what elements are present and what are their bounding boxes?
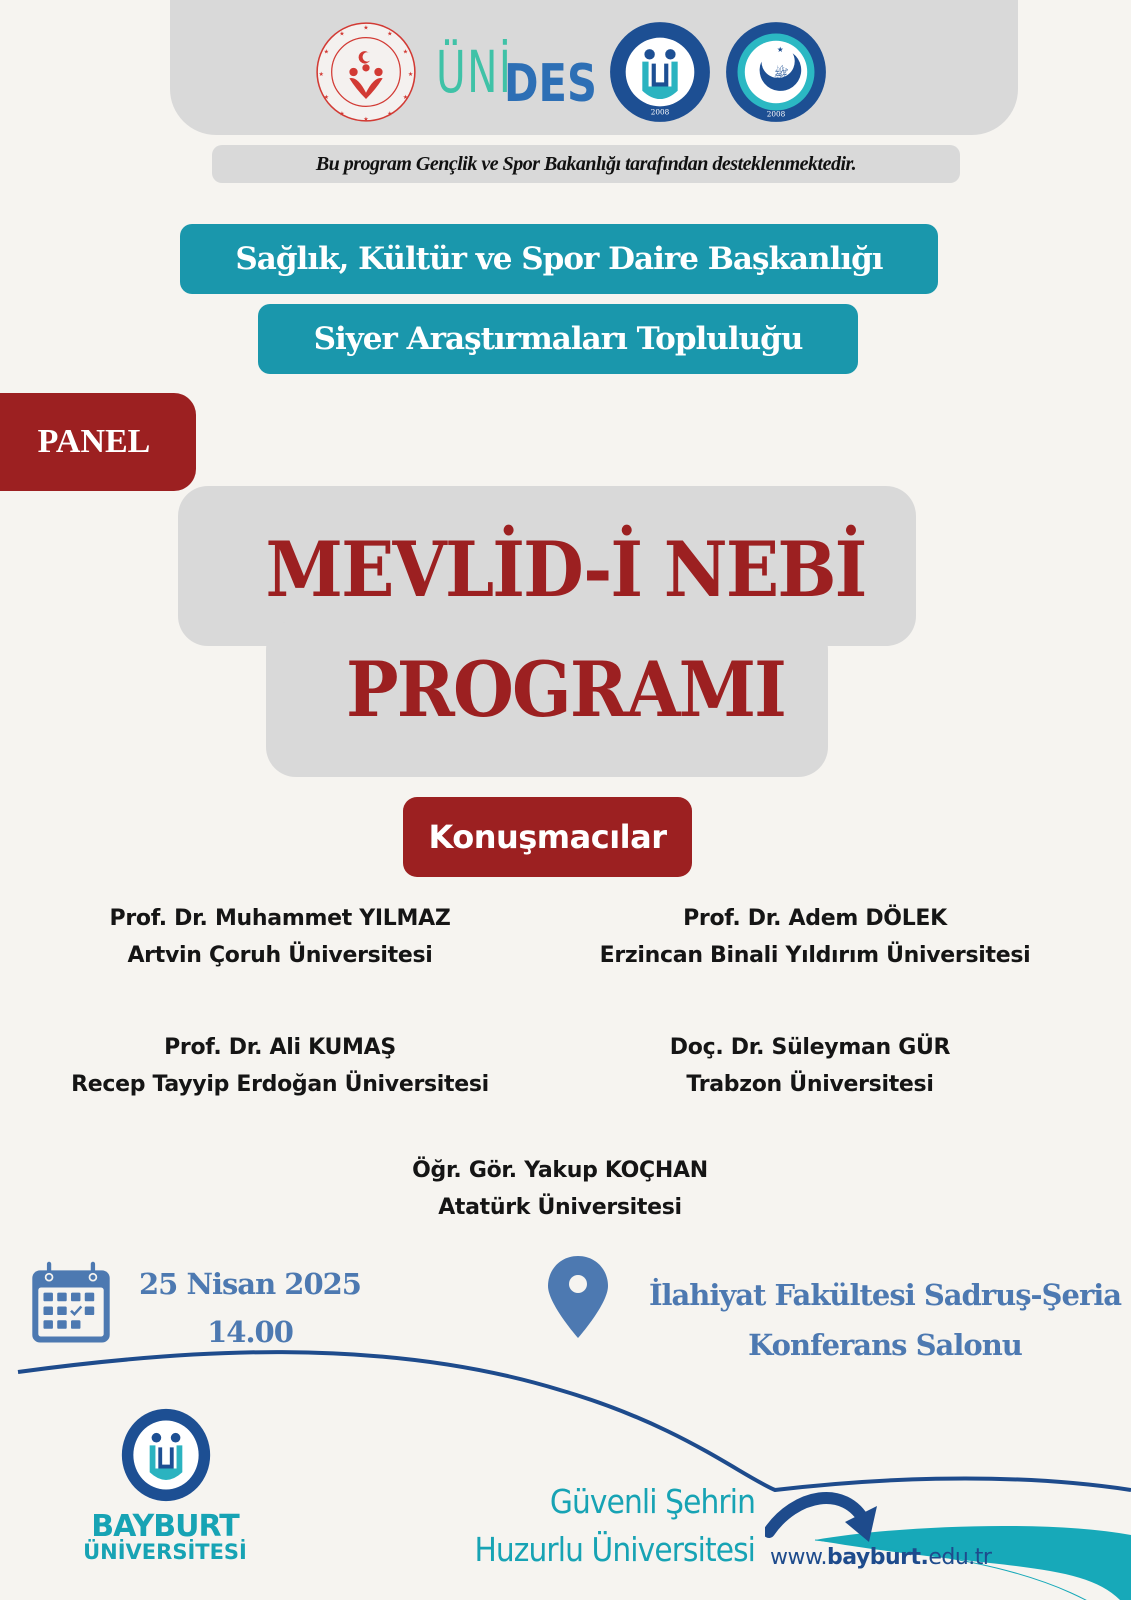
website-link[interactable]: www.bayburt.edu.tr — [770, 1545, 992, 1570]
svg-text:★: ★ — [363, 115, 369, 123]
speaker-affiliation: Erzincan Binali Yıldırım Üniversitesi — [599, 943, 1031, 968]
bayburt-university-seal — [608, 20, 712, 124]
svg-text:★: ★ — [387, 30, 393, 38]
speaker-card — [565, 900, 1065, 974]
speaker-name: Doç. Dr. Süleyman GÜR — [669, 1035, 951, 1060]
svg-text:★: ★ — [402, 94, 409, 102]
svg-text:★: ★ — [402, 48, 409, 56]
event-time: 14.00 — [207, 1315, 293, 1349]
svg-text:★: ★ — [776, 45, 784, 55]
svg-text:★: ★ — [363, 24, 369, 32]
event-title-line-2: PROGRAMI — [345, 645, 786, 734]
speaker-name: Prof. Dr. Muhammet YILMAZ — [109, 906, 451, 931]
speakers-heading: Konuşmacılar — [403, 797, 692, 877]
support-note: Bu program Gençlik ve Spor Bakanlığı tarafından desteklenmektedir. — [212, 145, 960, 183]
department-label: Sağlık, Kültür ve Spor Daire Başkanlığı — [180, 224, 938, 294]
club-label: Siyer Araştırmaları Topluluğu — [258, 304, 858, 374]
speaker-card — [340, 1152, 780, 1226]
siyer-club-seal — [724, 20, 828, 124]
map-pin-icon — [546, 1254, 610, 1340]
slogan-line-1: Güvenli Şehrin — [549, 1482, 755, 1521]
svg-text:2008: 2008 — [650, 107, 670, 117]
event-type-tag: PANEL — [0, 393, 196, 491]
bayburt-university-footer-logo — [118, 1405, 214, 1505]
svg-text:ﷺ: ﷺ — [773, 66, 789, 82]
speaker-affiliation: Recep Tayyip Erdoğan Üniversitesi — [71, 1072, 489, 1097]
gsb-ministry-logo — [314, 20, 418, 124]
svg-text:2008: 2008 — [766, 109, 786, 119]
university-wordmark: BAYBURT ÜNİVERSİTESİ — [83, 1509, 247, 1564]
svg-text:★: ★ — [339, 110, 345, 118]
location-line-2: Konferans Salonu — [748, 1328, 1022, 1362]
svg-text:★: ★ — [387, 110, 393, 118]
speaker-card — [40, 900, 520, 974]
location-line-1: İlahiyat Fakültesi Sadruş-Şeria — [648, 1278, 1122, 1312]
curved-arrow-icon — [765, 1484, 895, 1549]
speaker-affiliation: Trabzon Üniversitesi — [686, 1072, 934, 1097]
unides-logo: ÜNİ DES — [436, 38, 597, 114]
svg-text:★: ★ — [323, 48, 330, 56]
slogan-line-2: Huzurlu Üniversitesi — [474, 1530, 755, 1569]
svg-text:★: ★ — [407, 71, 414, 79]
speaker-affiliation: Artvin Çoruh Üniversitesi — [127, 943, 433, 968]
speaker-name: Prof. Dr. Adem DÖLEK — [683, 906, 947, 931]
event-title-line-1: MEVLİD-İ NEBİ — [265, 525, 866, 614]
speaker-card — [30, 1029, 530, 1103]
speaker-name: Prof. Dr. Ali KUMAŞ — [164, 1035, 396, 1060]
speaker-card — [590, 1029, 1030, 1103]
speaker-affiliation: Atatürk Üniversitesi — [438, 1195, 682, 1220]
speaker-name: Öğr. Gör. Yakup KOÇHAN — [412, 1158, 708, 1183]
svg-text:★: ★ — [339, 30, 345, 38]
svg-text:★: ★ — [318, 71, 325, 79]
svg-text:★: ★ — [323, 94, 330, 102]
event-date: 25 Nisan 2025 — [139, 1267, 361, 1301]
